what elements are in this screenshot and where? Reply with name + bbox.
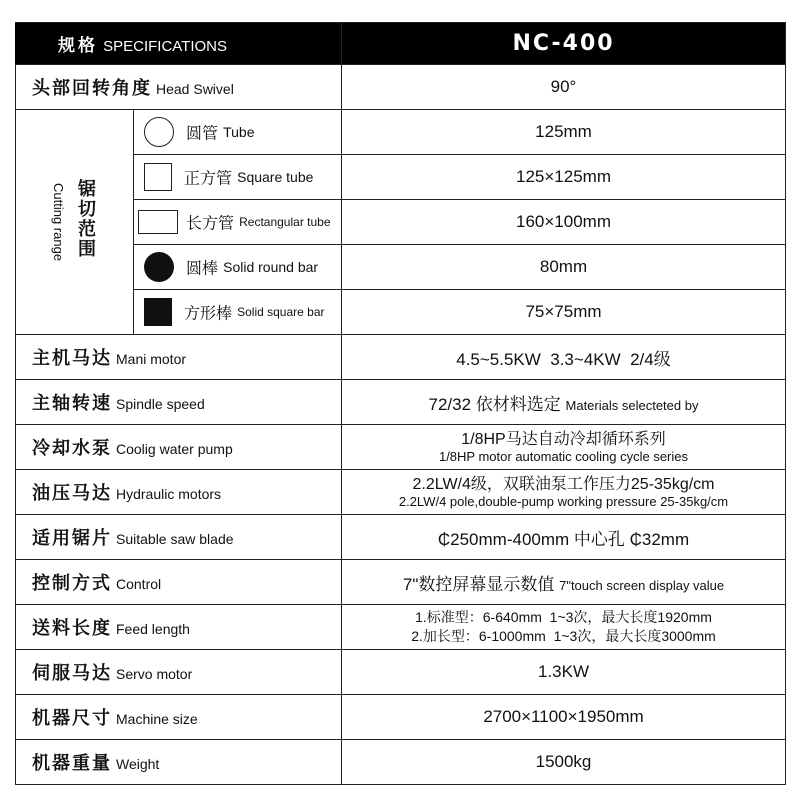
saw-blade-value: ₵250mm-400mm 中心孔 ₵32mm bbox=[342, 515, 786, 560]
feed-length-row bbox=[16, 605, 786, 650]
cutting-range-zh: 锯切范围 bbox=[75, 178, 96, 259]
main-motor-label: 主机马达 Mani motor bbox=[16, 335, 342, 380]
machine-size-row bbox=[16, 695, 786, 740]
weight-row bbox=[16, 740, 786, 785]
solid-circle-icon bbox=[144, 252, 174, 282]
saw-blade-label: 适用锯片 Suitable saw blade bbox=[16, 515, 342, 560]
tube-value: 125mm bbox=[342, 110, 786, 155]
servo-motor-row bbox=[16, 650, 786, 695]
square-bar-value: 75×75mm bbox=[342, 290, 786, 335]
feed-length-label: 送料长度 Feed length bbox=[16, 605, 342, 650]
control-value: 7"数控屏幕显示数值 7"touch screen display value bbox=[342, 560, 786, 605]
spindle-speed-label: 主轴转速 Spindle speed bbox=[16, 380, 342, 425]
cutting-range-en: Cutting range bbox=[51, 182, 66, 262]
hydraulic-label: 油压马达 Hydraulic motors bbox=[16, 470, 342, 515]
cutting-range-label bbox=[16, 110, 134, 335]
machine-size-value: 2700×1100×1950mm bbox=[342, 695, 786, 740]
cooling-pump-row bbox=[16, 425, 786, 470]
spindle-speed-value: 72/32 依材料选定 Materials selecteted by bbox=[342, 380, 786, 425]
cutting-row-tube bbox=[16, 110, 786, 155]
round-bar-label: 圆棒 Solid round bar bbox=[134, 245, 342, 290]
rectangle-outline-icon bbox=[138, 210, 178, 234]
hydraulic-value: 2.2LW/4级，双联油泵工作压力25-35kg/cm 2.2LW/4 pole,double-pump working pressure 25-35kg/cm bbox=[342, 470, 786, 515]
control-row bbox=[16, 560, 786, 605]
main-motor-row bbox=[16, 335, 786, 380]
main-motor-value: 4.5~5.5KW 3.3~4KW 2/4级 bbox=[342, 335, 786, 380]
servo-motor-value: 1.3KW bbox=[342, 650, 786, 695]
square-outline-icon bbox=[144, 163, 172, 191]
header-row bbox=[16, 23, 786, 65]
header-label-en: SPECIFICATIONS bbox=[103, 38, 227, 55]
header-label bbox=[16, 23, 342, 65]
circle-outline-icon bbox=[144, 117, 174, 147]
servo-motor-label: 伺服马达 Servo motor bbox=[16, 650, 342, 695]
model-name: NC-400 bbox=[342, 23, 786, 65]
specifications-table bbox=[15, 22, 786, 785]
tube-label: 圆管 Tube bbox=[134, 110, 342, 155]
rect-tube-value: 160×100mm bbox=[342, 200, 786, 245]
square-tube-label: 正方管 Square tube bbox=[134, 155, 342, 200]
cooling-pump-label: 冷却水泵 Coolig water pump bbox=[16, 425, 342, 470]
head-swivel-value: 90° bbox=[342, 65, 786, 110]
cooling-pump-value: 1/8HP马达自动冷却循环系列 1/8HP motor automatic cooling cycle series bbox=[342, 425, 786, 470]
weight-value: 1500kg bbox=[342, 740, 786, 785]
head-swivel-label: 头部回转角度 Head Swivel bbox=[16, 65, 342, 110]
head-swivel-row bbox=[16, 65, 786, 110]
solid-square-icon bbox=[144, 298, 172, 326]
hydraulic-row bbox=[16, 470, 786, 515]
saw-blade-row bbox=[16, 515, 786, 560]
square-bar-label: 方形棒 Solid square bar bbox=[134, 290, 342, 335]
round-bar-value: 80mm bbox=[342, 245, 786, 290]
machine-size-label: 机器尺寸 Machine size bbox=[16, 695, 342, 740]
feed-length-value: 1.标准型：6-640mm 1~3次，最大长度1920mm 2.加长型：6-1000mm 1~3次，最大长度3000mm bbox=[342, 605, 786, 650]
square-tube-value: 125×125mm bbox=[342, 155, 786, 200]
spindle-speed-row bbox=[16, 380, 786, 425]
weight-label: 机器重量 Weight bbox=[16, 740, 342, 785]
rect-tube-label: 长方管 Rectangular tube bbox=[134, 200, 342, 245]
control-label: 控制方式 Control bbox=[16, 560, 342, 605]
header-label-zh: 规格 bbox=[58, 36, 98, 56]
